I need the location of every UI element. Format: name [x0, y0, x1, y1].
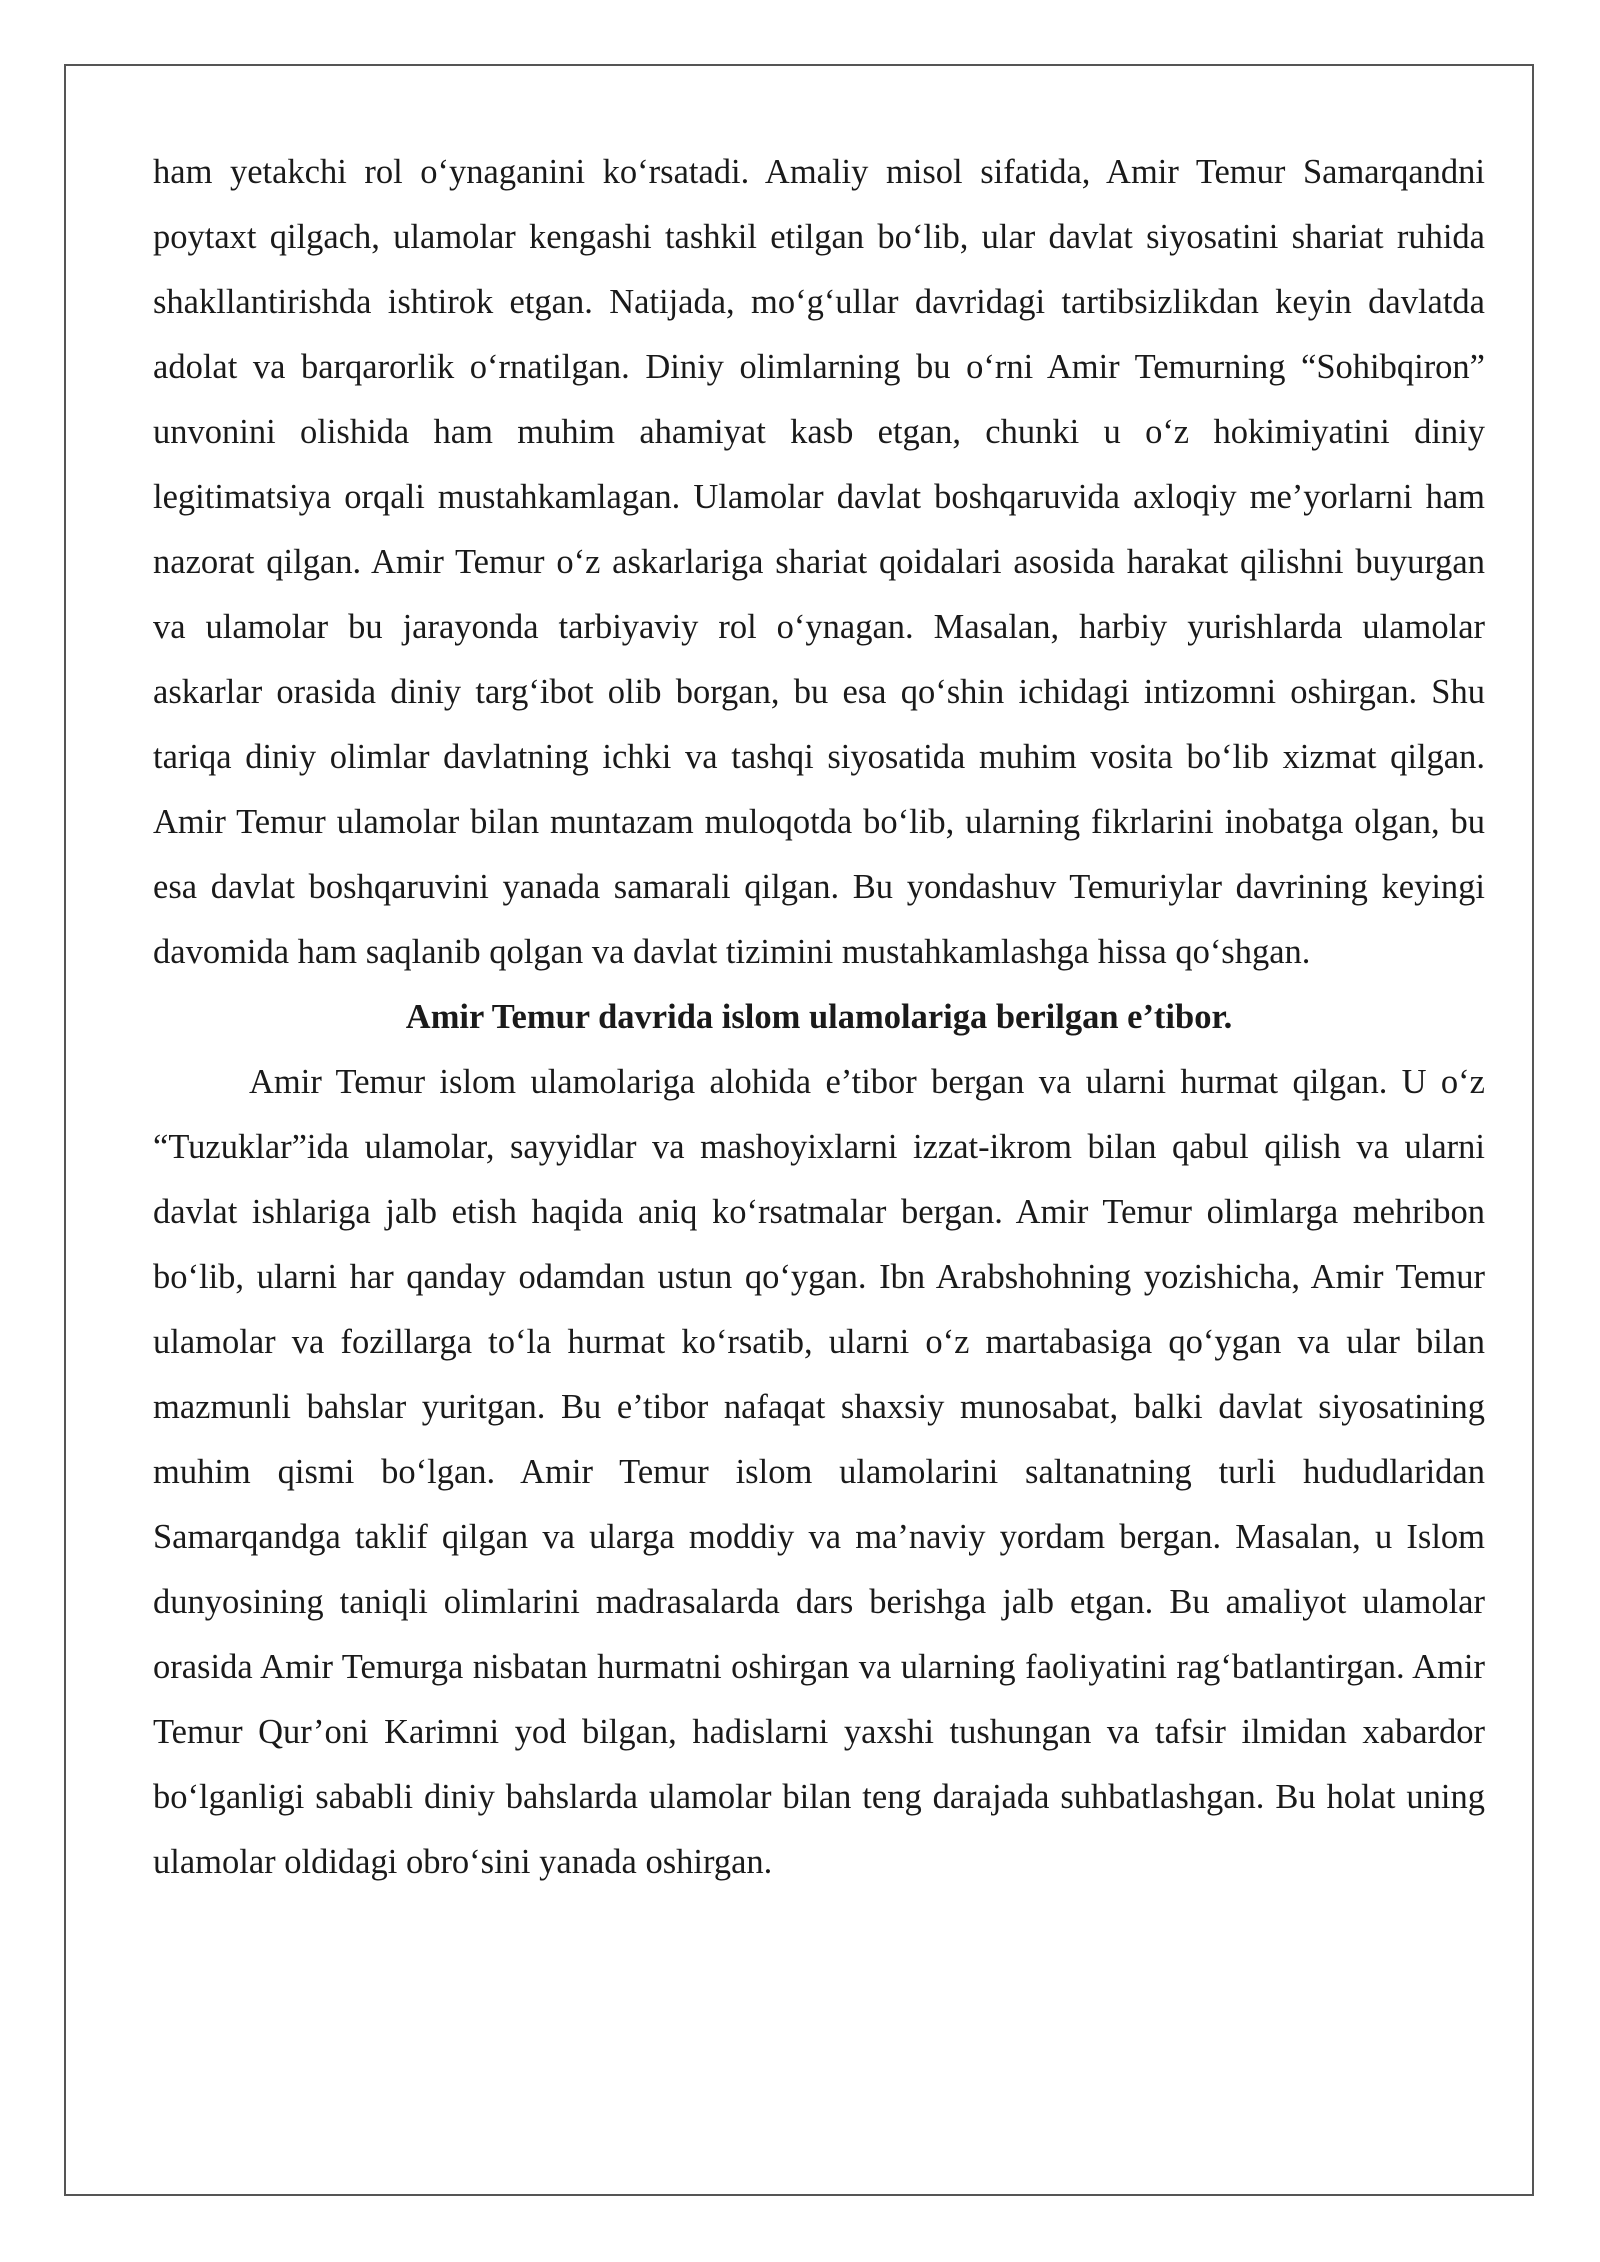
body-paragraph-continued: ham yetakchi rol o‘ynaganini ko‘rsatadi. Amaliy misol sifatida, Amir Temur Samarqandni poytaxt qilgach, ulamolar kengashi tashkil etilgan bo‘lib, ular davlat siyosatini shariat ruhida shakllantirishda ishtirok etgan. Natijada, mo‘g‘ullar davridagi tartibsizlikdan keyin davlatda adolat va barqarorlik o‘rnatilgan. Diniy olimlarning bu o‘rni Amir Temurning “Sohibqiron” unvonini olishida ham muhim ahamiyat kasb etgan, chunki u o‘z hokimiyatini diniy legitimatsiya orqali mustahkamlagan. Ulamolar davlat boshqaruvida axloqiy me’yorlarni ham nazorat qilgan. Amir Temur o‘z askarlariga shariat qoidalari asosida harakat qilishni buyurgan va ulamolar bu jarayonda tarbiyaviy rol o‘ynagan. Masalan, harbiy yurishlarda ulamolar askarlar orasida diniy targ‘ibot olib borgan, bu esa qo‘shin ichidagi intizomni oshirgan. Shu tariqa diniy olimlar davlatning ichki va tashqi siyosatida muhim vosita bo‘lib xizmat qilgan. Amir Temur ulamolar bilan muntazam muloqotda bo‘lib, ularning fikrlarini inobatga olgan, bu esa davlat boshqaruvini yanada samarali qilgan. Bu yondashuv Temuriylar davrining keyingi davomida ham saqlanib qolgan va davlat tizimini mustahkamlashga hissa qo‘shgan. [153, 153, 1485, 971]
section-heading: Amir Temur davrida islom ulamolariga berilgan e’tibor. [405, 998, 1233, 1036]
body-paragraph-section: Amir Temur islom ulamolariga alohida e’tibor bergan va ularni hurmat qilgan. U o‘z “Tuzuklar”ida ulamolar, sayyidlar va mashoyixlarni izzat-ikrom bilan qabul qilish va ularni davlat ishlariga jalb etish haqida aniq ko‘rsatmalar bergan. Amir Temur olimlarga mehribon bo‘lib, ularni har qanday odamdan ustun qo‘ygan. Ibn Arabshohning yozishicha, Amir Temur ulamolar va fozillarga to‘la hurmat ko‘rsatib, ularni o‘z martabasiga qo‘ygan va ular bilan mazmunli bahslar yuritgan. Bu e’tibor nafaqat shaxsiy munosabat, balki davlat siyosatining muhim qismi bo‘lgan. Amir Temur islom ulamolarini saltanatning turli hududlaridan Samarqandga taklif qilgan va ularga moddiy va ma’naviy yordam bergan. Masalan, u Islom dunyosining taniqli olimlarini madrasalarda dars berishga jalb etgan. Bu amaliyot ulamolar orasida Amir Temurga nisbatan hurmatni oshirgan va ularning faoliyatini rag‘batlantirgan. Amir Temur Qur’oni Karimni yod bilgan, hadislarni yaxshi tushungan va tafsir ilmidan xabardor bo‘lganligi sababli diniy bahslarda ulamolar bilan teng darajada suhbatlashgan. Bu holat uning ulamolar oldidagi obro‘sini yanada oshirgan. [153, 1063, 1485, 1881]
document-body [153, 140, 1485, 1895]
